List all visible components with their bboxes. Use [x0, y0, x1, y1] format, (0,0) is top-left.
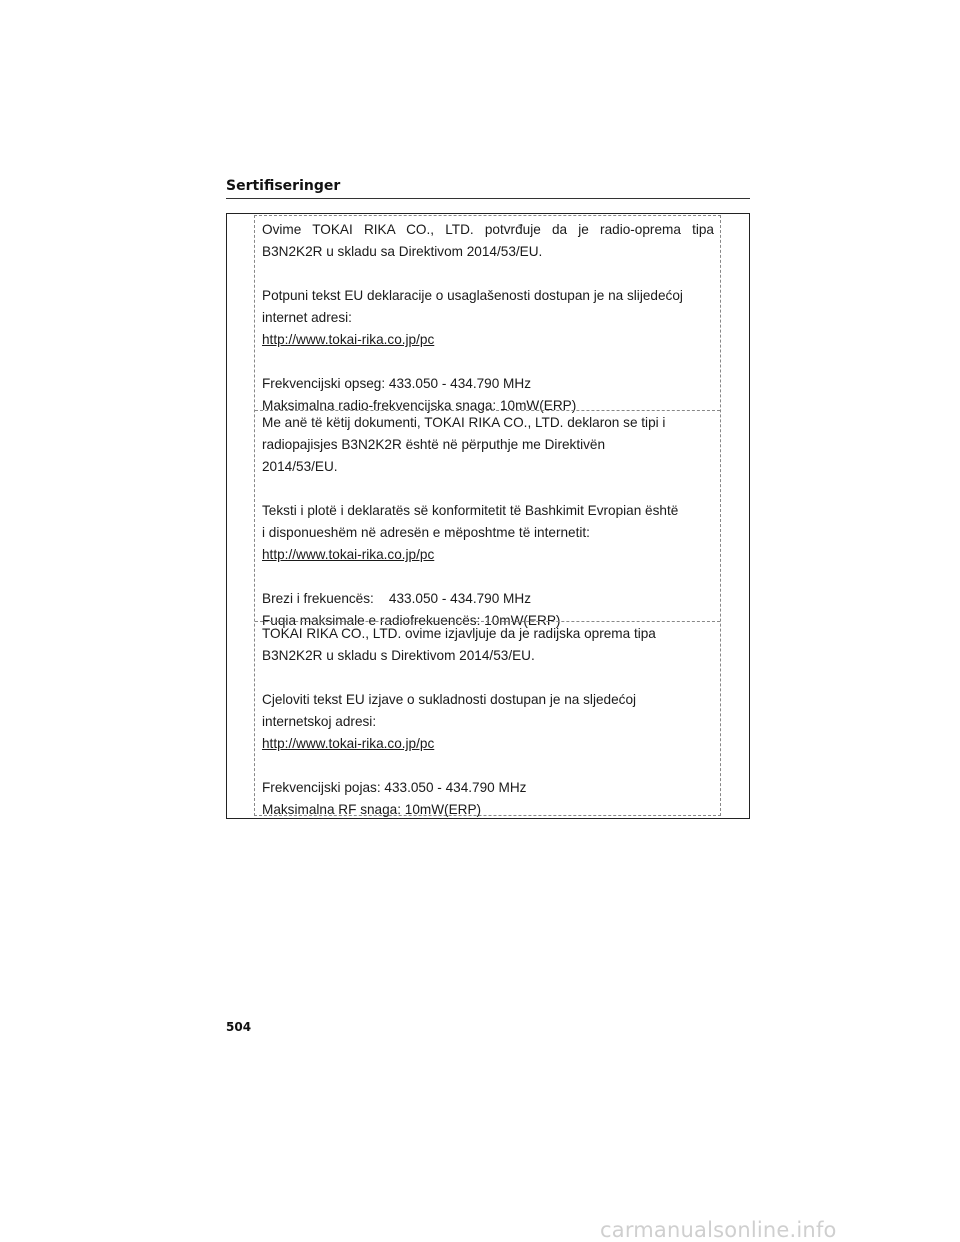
max-power: Maksimalna radio-frekvencijska snaga: 10mW(ERP) [262, 398, 577, 413]
availability-text: Cjeloviti tekst EU izjave o sukladnosti dostupan je na sljedećoj [262, 692, 637, 707]
frequency-range: Frekvencijski pojas: 433.050 - 434.790 MHz [262, 780, 527, 795]
frequency-range: Brezi i frekuencës: 433.050 - 434.790 MHz [262, 591, 531, 606]
section-divider [255, 621, 720, 622]
declaration-text: Ovime TOKAI RIKA CO., LTD. potvrđuje da je radio-oprema tipa [262, 222, 714, 237]
declaration-link[interactable]: http://www.tokai-rika.co.jp/pc [262, 547, 435, 562]
declaration-text: radiopajisjes B3N2K2R është në përputhje me Direktivën [262, 437, 606, 452]
availability-text: Teksti i plotë i deklaratës së konformitetit të Bashkimit Evropian është [262, 503, 679, 518]
section-title: Sertifiseringer [226, 178, 341, 194]
declaration-link[interactable]: http://www.tokai-rika.co.jp/pc [262, 332, 435, 347]
watermark: carmanualsonline.info [600, 1218, 837, 1242]
declaration-text: B3N2K2R u skladu sa Direktivom 2014/53/EU. [262, 244, 543, 259]
max-power: Fuqia maksimale e radiofrekuencës: 10mW(ERP) [262, 613, 561, 628]
max-power: Maksimalna RF snaga: 10mW(ERP) [262, 802, 482, 817]
page-number: 504 [226, 1020, 252, 1034]
declaration-text: B3N2K2R u skladu s Direktivom 2014/53/EU. [262, 648, 535, 663]
declaration-block-3 [262, 623, 714, 821]
frequency-range: Frekvencijski opseg: 433.050 - 434.790 MHz [262, 376, 531, 391]
title-divider [226, 198, 750, 199]
declaration-text: Me anë të këtij dokumenti, TOKAI RIKA CO., LTD. deklaron se tipi i [262, 415, 666, 430]
declaration-link[interactable]: http://www.tokai-rika.co.jp/pc [262, 736, 435, 751]
section-divider [255, 410, 720, 411]
declaration-text: 2014/53/EU. [262, 459, 338, 474]
availability-text: i disponueshëm në adresën e mëposhtme të internetit: [262, 525, 590, 540]
availability-text: internet adresi: [262, 310, 352, 325]
declaration-block-2 [262, 412, 714, 632]
declaration-block-1 [262, 219, 714, 417]
availability-text: Potpuni tekst EU deklaracije o usaglašenosti dostupan je na slijedećoj [262, 288, 683, 303]
declaration-text: TOKAI RIKA CO., LTD. ovime izjavljuje da je radijska oprema tipa [262, 626, 656, 641]
availability-text: internetskoj adresi: [262, 714, 377, 729]
